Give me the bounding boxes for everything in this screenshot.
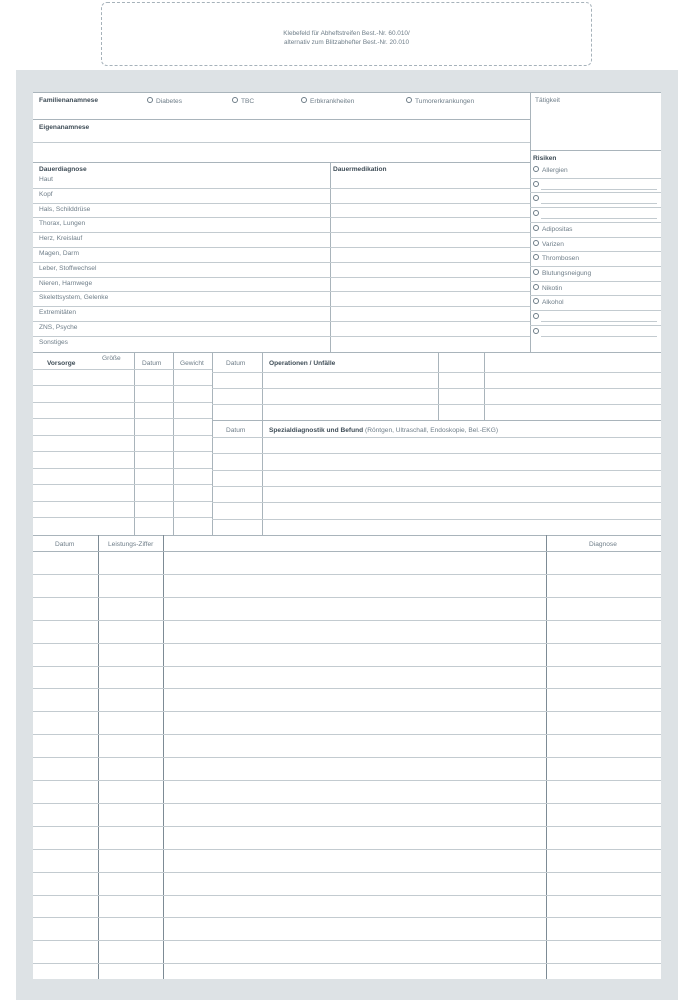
dauerdiagnose-row-label: Extremitäten (39, 309, 77, 317)
write-line (541, 321, 657, 322)
tab-text-line1: Klebefeld für Abheftstreifen Best.-Nr. 60.010/ (283, 30, 410, 37)
checkbox-circle-icon[interactable] (232, 97, 238, 103)
risiko-item[interactable]: Varizen (533, 240, 564, 249)
spezial-row-divider (212, 502, 661, 503)
leistung-row-divider (33, 963, 661, 964)
gewicht-label: Gewicht (180, 360, 204, 367)
dauerdiagnose-row-label: Kopf (39, 190, 53, 198)
spezial-row-divider (212, 519, 661, 520)
risiko-item[interactable]: Thrombosen (533, 254, 579, 263)
row-divider (33, 232, 530, 233)
vorsorge-row-divider (33, 402, 212, 403)
leistung-row-divider (33, 940, 661, 941)
dauerdiagnose-row-label: Thorax, Lungen (39, 220, 86, 228)
row-divider (530, 325, 661, 326)
familienanamnese-label: Familienanamnese (39, 97, 99, 104)
row-divider (530, 237, 661, 238)
checkbox-circle-icon[interactable] (533, 210, 539, 216)
spezialdiagnostik-label: Spezialdiagnostik und Befund (Röntgen, Ultraschall, Endoskopie, Bel.-EKG) (269, 427, 499, 434)
checkbox-circle-icon[interactable] (533, 313, 539, 319)
row-divider (33, 277, 530, 278)
checkbox-circle-icon[interactable] (147, 97, 153, 103)
dauerdiagnose-row-label: Hals, Schilddrüse (39, 205, 91, 213)
checkbox-circle-icon[interactable] (533, 269, 539, 275)
row-divider (530, 281, 661, 282)
row-divider (530, 207, 661, 208)
option-tbc[interactable]: TBC (232, 97, 254, 106)
checkbox-circle-icon[interactable] (533, 181, 539, 187)
leistung-row-divider (33, 688, 661, 689)
checkbox-circle-icon[interactable] (406, 97, 412, 103)
leistungs-ziffer-label: Leistungs-Ziffer (108, 541, 154, 548)
section-divider (212, 420, 661, 421)
leistung-row-divider (33, 849, 661, 850)
row-divider (33, 336, 530, 337)
write-line (541, 203, 657, 204)
checkbox-circle-icon[interactable] (533, 225, 539, 231)
row-divider (530, 192, 661, 193)
operationen-row-divider (212, 372, 661, 373)
eigenanamnese-label: Eigenanamnese (39, 124, 90, 131)
row-divider (530, 266, 661, 267)
dauerdiagnose-row-label: Skelettsystem, Gelenke (39, 294, 109, 302)
leistung-row-divider (33, 803, 661, 804)
tab-text-line2: alternativ zum Blitzabhefter Best.-Nr. 20.010 (283, 39, 410, 46)
leistung-row-divider (33, 734, 661, 735)
row-divider (33, 321, 530, 322)
spezial-row-divider (212, 453, 661, 454)
checkbox-circle-icon[interactable] (533, 254, 539, 260)
vorsorge-row-divider (33, 468, 212, 469)
option-tumorerkrankungen[interactable]: Tumorerkrankungen (406, 97, 474, 106)
spezial-row-divider (212, 470, 661, 471)
operationen-row-divider (212, 404, 661, 405)
risiko-item[interactable]: Blutungsneigung (533, 269, 591, 278)
adhesive-tab (101, 2, 592, 66)
write-line (541, 189, 657, 190)
diagnose-label: Diagnose (589, 541, 617, 548)
spezial-row-divider (212, 486, 661, 487)
row-divider (530, 251, 661, 252)
taetigkeit-label: Tätigkeit (535, 97, 560, 104)
row-divider (33, 203, 530, 204)
spezial-datum-label: Datum (226, 427, 246, 434)
checkbox-circle-icon[interactable] (533, 284, 539, 290)
write-line (541, 218, 657, 219)
row-divider (33, 262, 530, 263)
leistung-row-divider (33, 597, 661, 598)
risiko-item[interactable]: Nikotin (533, 284, 562, 293)
checkbox-circle-icon[interactable] (533, 195, 539, 201)
leistung-row-divider (33, 620, 661, 621)
leistung-row-divider (33, 574, 661, 575)
vorsorge-row-divider (33, 435, 212, 436)
leistung-row-divider (33, 711, 661, 712)
record-form (33, 92, 661, 979)
header-divider (33, 551, 661, 552)
row-divider (33, 247, 530, 248)
row-divider (33, 217, 530, 218)
dauerdiagnose-row-label: Magen, Darm (39, 250, 79, 257)
checkbox-circle-icon[interactable] (533, 328, 539, 334)
operationen-label: Operationen / Unfälle (269, 360, 336, 367)
row-divider (530, 222, 661, 223)
vorsorge-row-divider (33, 451, 212, 452)
row-divider (33, 188, 530, 189)
dauerdiagnose-row-label: Nieren, Harnwege (39, 279, 93, 287)
row-divider (530, 295, 661, 296)
option-diabetes[interactable]: Diabetes (147, 97, 182, 106)
operationen-row-divider (212, 388, 661, 389)
vorsorge-row-divider (33, 484, 212, 485)
vorsorge-row-divider (33, 369, 212, 370)
operationen-datum-label: Datum (226, 360, 246, 367)
option-erbkrankheiten[interactable]: Erbkrankheiten (301, 97, 354, 106)
dauermedikation-label: Dauermedikation (333, 166, 387, 173)
risiko-item[interactable]: Allergien (533, 166, 568, 175)
write-line (541, 336, 657, 337)
vorsorge-datum-label: Datum (142, 360, 162, 367)
risiken-label: Risiken (533, 155, 557, 162)
checkbox-circle-icon[interactable] (533, 166, 539, 172)
leistung-row-divider (33, 643, 661, 644)
spezial-row-divider (212, 437, 661, 438)
leistung-row-divider (33, 666, 661, 667)
dauerdiagnose-row-label: ZNS, Psyche (39, 324, 78, 331)
groesse-label: Größe (102, 355, 121, 362)
row-divider (33, 291, 530, 292)
dauerdiagnose-row-label: Herz, Kreislauf (39, 235, 83, 243)
risiko-item[interactable]: Alkohol (533, 298, 564, 307)
leistung-row-divider (33, 826, 661, 827)
dauerdiagnose-row-label: Haut (39, 176, 53, 183)
leistung-row-divider (33, 780, 661, 781)
checkbox-circle-icon[interactable] (533, 240, 539, 246)
checkbox-circle-icon[interactable] (533, 298, 539, 304)
risiko-item[interactable]: Adipositas (533, 225, 572, 234)
leistung-row-divider (33, 757, 661, 758)
leistung-row-divider (33, 917, 661, 918)
row-divider (530, 310, 661, 311)
leistung-datum-label: Datum (55, 541, 75, 548)
checkbox-circle-icon[interactable] (301, 97, 307, 103)
vorsorge-row-divider (33, 418, 212, 419)
row-divider (33, 306, 530, 307)
dauerdiagnose-label: Dauerdiagnose (39, 166, 87, 173)
dauerdiagnose-row-label: Sonstiges (39, 338, 68, 346)
vorsorge-row-divider (33, 385, 212, 386)
vorsorge-row-divider (33, 501, 212, 502)
vorsorge-label: Vorsorge (47, 360, 76, 367)
leistung-row-divider (33, 872, 661, 873)
vorsorge-row-divider (33, 517, 212, 518)
leistung-row-divider (33, 895, 661, 896)
row-divider (530, 178, 661, 179)
dauerdiagnose-row-label: Leber, Stoffwechsel (39, 264, 97, 272)
